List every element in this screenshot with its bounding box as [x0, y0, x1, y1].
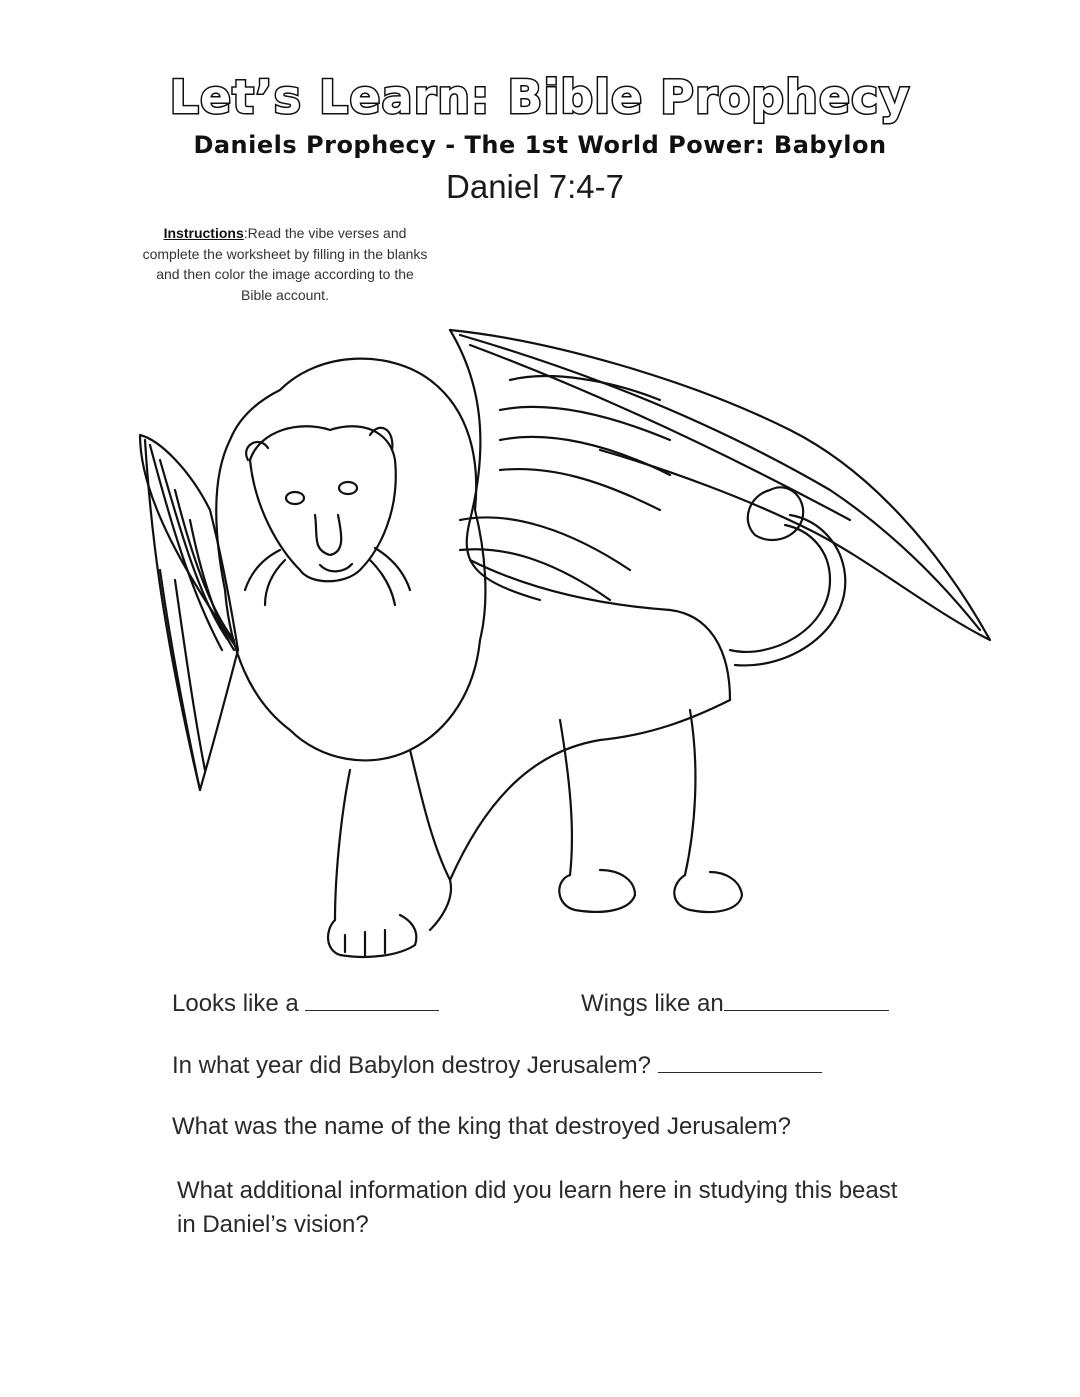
scripture-reference: Daniel 7:4-7	[446, 168, 624, 205]
question-looks-like	[172, 990, 439, 1018]
question-wings-like-label: Wings like an	[581, 990, 724, 1017]
page-subtitle: Daniels Prophecy - The 1st World Power: Babylon	[193, 131, 887, 159]
wings-like-blank[interactable]	[724, 990, 889, 1011]
instructions-text: :Read the vibe verses and complete the worksheet by filling in the blanks and then color the image according to the Bible account.	[142, 225, 428, 303]
question-king: What was the name of the king that destroyed Jerusalem?	[172, 1113, 791, 1140]
question-looks-like-label: Looks like a	[172, 990, 299, 1017]
question-year	[172, 1052, 822, 1080]
winged-lion-icon	[130, 320, 1000, 970]
instructions-label: Instructions	[163, 225, 244, 241]
page-title: Let’s Learn: Bible Prophecy	[169, 70, 911, 124]
question-year-label: In what year did Babylon destroy Jerusalem?	[172, 1052, 651, 1079]
question-additional: What additional information did you learn here in studying this beast in Daniel’s vision?	[177, 1177, 898, 1238]
looks-like-blank[interactable]	[305, 990, 439, 1011]
year-blank[interactable]	[658, 1052, 822, 1073]
instructions	[140, 223, 430, 305]
question-wings-like	[581, 990, 889, 1018]
